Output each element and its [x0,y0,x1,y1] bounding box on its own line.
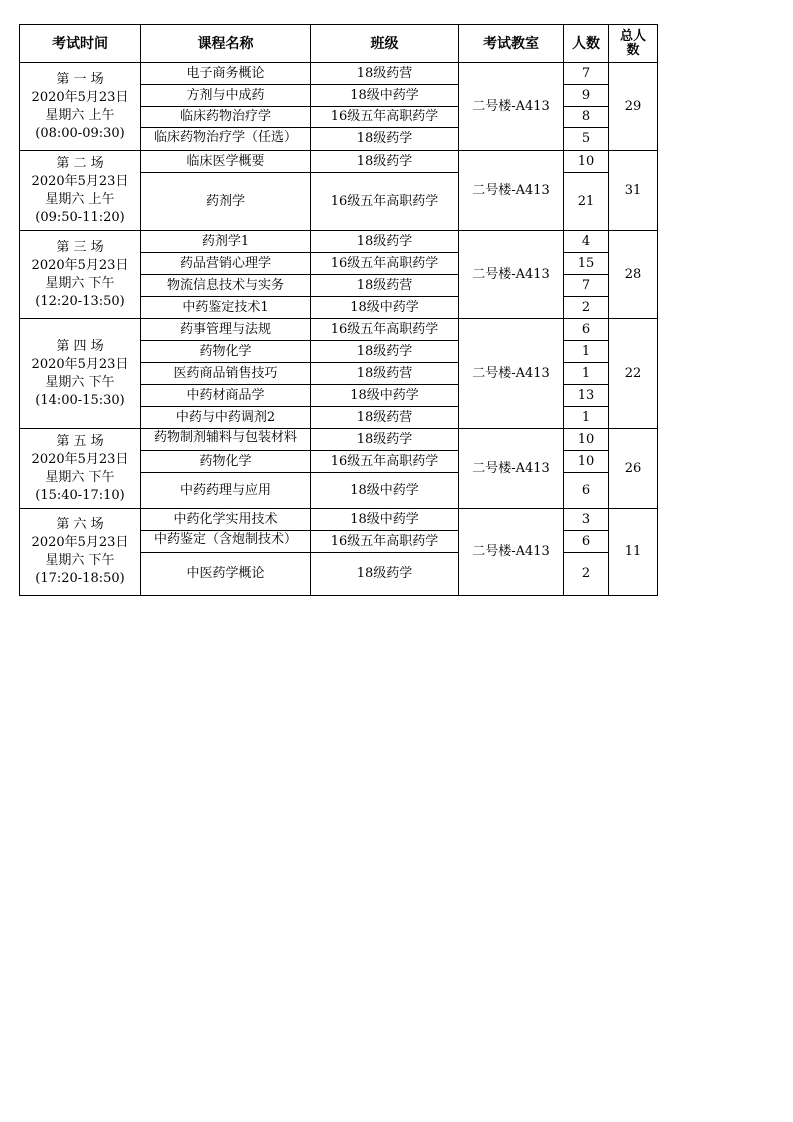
class-cell: 18级药学 [311,553,459,596]
course-cell: 电子商务概论 [141,63,311,85]
total-cell: 22 [609,319,658,429]
count-cell: 1 [564,407,609,429]
class-cell: 18级药学 [311,151,459,173]
class-cell: 16级五年高职药学 [311,253,459,275]
exam-schedule-table [19,24,658,596]
count-cell: 1 [564,341,609,363]
course-cell [141,531,311,553]
total-cell: 11 [609,509,658,596]
class-cell: 18级药学 [311,341,459,363]
count-cell: 4 [564,231,609,253]
session-time: (09:50-11:20) [35,209,125,225]
count-cell: 13 [564,385,609,407]
count-cell: 1 [564,363,609,385]
count-cell: 15 [564,253,609,275]
session-label: 第 六 场 [56,517,104,532]
session-cell [20,151,141,231]
course-cell: 临床药物治疗学 [141,107,311,128]
session-time: (12:20-13:50) [35,293,125,309]
count-cell: 6 [564,531,609,553]
header-total [609,25,658,63]
header-room: 考试教室 [459,25,564,63]
class-cell: 16级五年高职药学 [311,531,459,553]
count-cell: 6 [564,473,609,509]
header-total-line2: 数 [626,42,640,58]
header-row [20,25,658,63]
table-row [20,231,658,253]
class-cell: 18级药营 [311,363,459,385]
total-cell: 31 [609,151,658,231]
course-text: 药物制剂辅料与包装材料 [153,430,297,445]
header-total-line1: 总人 [619,28,646,44]
session-day: 星期六 下午 [45,553,115,568]
count-cell: 6 [564,319,609,341]
course-cell: 中药药理与应用 [141,473,311,509]
room-cell: 二号楼-A413 [459,319,564,429]
table-row [20,509,658,531]
course-cell: 中药材商品学 [141,385,311,407]
session-date: 2020年5月23日 [31,535,129,550]
session-time: (15:40-17:10) [35,487,125,503]
room-cell: 二号楼-A413 [459,231,564,319]
class-cell: 18级中药学 [311,473,459,509]
class-cell: 18级中药学 [311,297,459,319]
class-cell: 16级五年高职药学 [311,173,459,231]
session-time: (14:00-15:30) [35,392,125,408]
count-cell: 10 [564,151,609,173]
count-cell: 7 [564,275,609,297]
session-date: 2020年5月23日 [31,257,129,273]
count-cell: 10 [564,451,609,473]
session-day: 星期六 上午 [45,107,115,123]
course-cell [141,429,311,451]
count-cell: 8 [564,107,609,128]
class-cell: 18级药学 [311,429,459,451]
session-cell [20,509,141,596]
total-cell: 26 [609,429,658,509]
course-cell: 药事管理与法规 [141,319,311,341]
course-cell: 医药商品销售技巧 [141,363,311,385]
table-row [20,63,658,85]
count-cell: 7 [564,63,609,85]
course-cell: 物流信息技术与实务 [141,275,311,297]
count-cell: 9 [564,85,609,107]
session-day: 星期六 上午 [45,191,115,207]
room-cell: 二号楼-A413 [459,151,564,231]
total-cell: 29 [609,63,658,151]
count-cell: 5 [564,128,609,151]
course-cell [141,128,311,151]
table-row [20,151,658,173]
class-cell: 18级中药学 [311,509,459,531]
session-date: 2020年5月23日 [31,356,129,372]
session-time: (17:20-18:50) [35,571,125,586]
session-label: 第 四 场 [56,338,104,354]
class-cell: 18级药营 [311,275,459,297]
count-cell: 21 [564,173,609,231]
session-date: 2020年5月23日 [31,451,129,467]
session-date: 2020年5月23日 [31,173,129,189]
course-cell: 药剂学 [141,173,311,231]
table-row [20,429,658,451]
session-label: 第 三 场 [56,239,104,255]
course-cell: 中医药学概论 [141,553,311,596]
course-cell: 方剂与中成药 [141,85,311,107]
session-time: (08:00-09:30) [35,125,125,141]
course-text: 临床药物治疗学（任选） [153,129,297,145]
session-cell [20,231,141,319]
class-cell: 18级药学 [311,231,459,253]
session-day: 星期六 下午 [45,374,115,390]
class-cell: 16级五年高职药学 [311,451,459,473]
room-cell: 二号楼-A413 [459,429,564,509]
course-cell: 药品营销心理学 [141,253,311,275]
count-cell: 3 [564,509,609,531]
header-time: 考试时间 [20,25,141,63]
total-cell: 28 [609,231,658,319]
session-day: 星期六 下午 [45,275,115,291]
session-cell [20,429,141,509]
session-cell [20,319,141,429]
table-row [20,319,658,341]
session-label: 第 二 场 [56,155,104,171]
count-cell: 10 [564,429,609,451]
session-label: 第 一 场 [56,71,104,87]
course-cell: 中药化学实用技术 [141,509,311,531]
course-cell: 药物化学 [141,451,311,473]
class-cell: 18级药营 [311,63,459,85]
course-text: 中药鉴定（含炮制技术） [153,532,297,547]
count-cell: 2 [564,297,609,319]
course-cell: 药剂学1 [141,231,311,253]
class-cell: 18级中药学 [311,385,459,407]
session-cell [20,63,141,151]
course-cell: 中药与中药调剂2 [141,407,311,429]
course-cell: 药物化学 [141,341,311,363]
class-cell: 18级药营 [311,407,459,429]
header-class: 班级 [311,25,459,63]
session-date: 2020年5月23日 [31,89,129,105]
class-cell: 16级五年高职药学 [311,319,459,341]
course-cell: 临床医学概要 [141,151,311,173]
room-cell: 二号楼-A413 [459,63,564,151]
class-cell: 16级五年高职药学 [311,107,459,128]
header-count: 人数 [564,25,609,63]
count-cell: 2 [564,553,609,596]
room-cell: 二号楼-A413 [459,509,564,596]
session-label: 第 五 场 [56,433,104,449]
header-course: 课程名称 [141,25,311,63]
course-cell: 中药鉴定技术1 [141,297,311,319]
class-cell: 18级药学 [311,128,459,151]
session-day: 星期六 下午 [45,469,115,485]
class-cell: 18级中药学 [311,85,459,107]
